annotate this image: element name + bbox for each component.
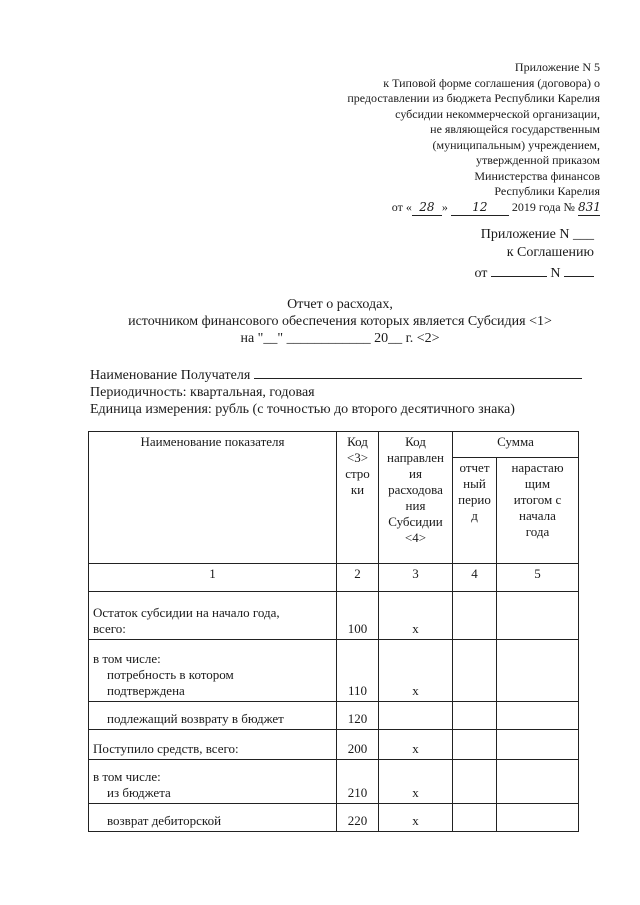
row-period-value <box>453 730 497 760</box>
row-code: 100 <box>337 592 379 640</box>
agreement-from-label: от <box>474 266 488 281</box>
row-period-value <box>453 702 497 730</box>
row-direction: x <box>379 760 453 804</box>
recipient-blank <box>254 364 582 379</box>
table-row <box>89 640 579 702</box>
header-text: начала <box>519 508 556 523</box>
appendix-header <box>280 60 600 216</box>
header-text: <3> <box>346 450 369 465</box>
row-cumulative-value <box>497 592 579 640</box>
title-line: источником финансового обеспечения которых является Субсидия <1> <box>128 314 552 329</box>
header-text: ния <box>405 498 426 513</box>
row-period-value <box>453 640 497 702</box>
date-suffix: 2019 года № <box>511 199 575 214</box>
row-cumulative-value <box>497 640 579 702</box>
agreement-number-label: N <box>550 266 561 281</box>
appendix-line: предоставлении из бюджета Республики Карелия <box>347 91 600 105</box>
row-name-text: из бюджета <box>107 785 171 800</box>
row-cumulative-value <box>497 702 579 730</box>
handwritten-day: 28 <box>412 200 442 217</box>
header-text: расходова <box>388 482 443 497</box>
appendix-line: не являющейся государственным <box>430 122 600 136</box>
handwritten-month: 12 <box>451 200 509 217</box>
row-name: возврат дебиторской <box>89 804 337 832</box>
appendix-line: Республики Карелия <box>494 184 600 198</box>
header-text: ия <box>409 466 422 481</box>
title-line: Отчет о расходах, <box>287 297 393 312</box>
header-text: направлен <box>387 450 444 465</box>
column-number: 4 <box>453 564 497 592</box>
column-number: 5 <box>497 564 579 592</box>
agreement-header <box>474 226 594 283</box>
header-text: Код <box>405 434 426 449</box>
recipient-label: Наименование Получателя <box>90 368 251 383</box>
row-period-value <box>453 804 497 832</box>
table-row <box>89 804 579 832</box>
header-indicator: Наименование показателя <box>89 432 337 564</box>
row-code: 220 <box>337 804 379 832</box>
row-name: подлежащий возврату в бюджет <box>89 702 337 730</box>
row-name-text: в том числе: <box>93 651 161 666</box>
title-date-line: на "__" ____________ 20__ г. <2> <box>240 331 440 346</box>
appendix-line: (муниципальным) учреждением, <box>432 137 600 152</box>
row-period-value <box>453 760 497 804</box>
table-row <box>89 760 579 804</box>
agreement-ref: к Соглашению <box>506 245 594 260</box>
row-name-text: всего: <box>93 621 126 636</box>
header-text: д <box>471 508 478 523</box>
report-table <box>88 431 579 832</box>
row-cumulative-value <box>497 760 579 804</box>
row-cumulative-value <box>497 804 579 832</box>
header-text: Код <box>347 434 368 449</box>
row-cumulative-value <box>497 730 579 760</box>
table-row <box>89 702 579 730</box>
row-direction: x <box>379 804 453 832</box>
row-name-text: Остаток субсидии на начало года, <box>93 605 280 620</box>
header-text: <4> <box>404 530 427 545</box>
row-direction <box>379 702 453 730</box>
header-text: года <box>525 524 550 539</box>
header-text: ный <box>463 476 486 491</box>
row-name <box>89 592 337 640</box>
header-row <box>89 432 579 458</box>
appendix-line: Приложение N 5 <box>514 60 600 74</box>
header-text: Субсидии <box>388 514 443 529</box>
header-text: перио <box>458 492 491 507</box>
report-meta <box>90 364 610 418</box>
report-title <box>0 296 640 347</box>
header-text: щим <box>524 476 551 491</box>
row-direction: x <box>379 730 453 760</box>
row-name: Поступило средств, всего: <box>89 730 337 760</box>
agreement-appendix-number: Приложение N ___ <box>480 227 594 242</box>
row-code: 210 <box>337 760 379 804</box>
header-text: ки <box>350 482 365 497</box>
handwritten-order-number: 831 <box>578 200 600 217</box>
column-number: 2 <box>337 564 379 592</box>
column-number-row <box>89 564 579 592</box>
date-separator: » <box>441 199 448 214</box>
row-direction: x <box>379 592 453 640</box>
appendix-line: субсидии некоммерческой организации, <box>395 106 600 121</box>
header-cumulative <box>497 458 579 564</box>
header-text: стро <box>345 466 370 481</box>
agreement-number-blank <box>564 262 594 277</box>
header-reporting-period <box>453 458 497 564</box>
agreement-date-blank <box>491 262 547 277</box>
row-name-text: потребность в котором <box>107 667 234 682</box>
row-name <box>89 640 337 702</box>
row-code: 110 <box>337 640 379 702</box>
header-sum: Сумма <box>453 432 579 458</box>
table-row <box>89 730 579 760</box>
column-number: 1 <box>89 564 337 592</box>
row-direction: x <box>379 640 453 702</box>
row-code: 200 <box>337 730 379 760</box>
column-number: 3 <box>379 564 453 592</box>
header-text: отчет <box>459 460 490 475</box>
order-date-line <box>280 200 600 217</box>
agreement-date-line <box>474 262 594 283</box>
recipient-line <box>90 364 610 384</box>
row-name-text: в том числе: <box>93 769 161 784</box>
header-text: нарастаю <box>511 460 564 475</box>
row-name-text: подтверждена <box>107 683 185 698</box>
row-name <box>89 760 337 804</box>
periodicity-line: Периодичность: квартальная, годовая <box>90 385 315 400</box>
appendix-line: к Типовой форме соглашения (договора) о <box>383 75 600 90</box>
table-row <box>89 592 579 640</box>
row-period-value <box>453 592 497 640</box>
appendix-line: утвержденной приказом <box>475 153 600 167</box>
row-code: 120 <box>337 702 379 730</box>
header-text: итогом с <box>513 492 562 507</box>
date-prefix: от « <box>391 199 412 214</box>
appendix-line: Министерства финансов <box>474 168 600 183</box>
header-direction-code <box>379 432 453 564</box>
unit-line: Единица измерения: рубль (с точностью до второго десятичного знака) <box>90 402 515 417</box>
header-row-code <box>337 432 379 564</box>
